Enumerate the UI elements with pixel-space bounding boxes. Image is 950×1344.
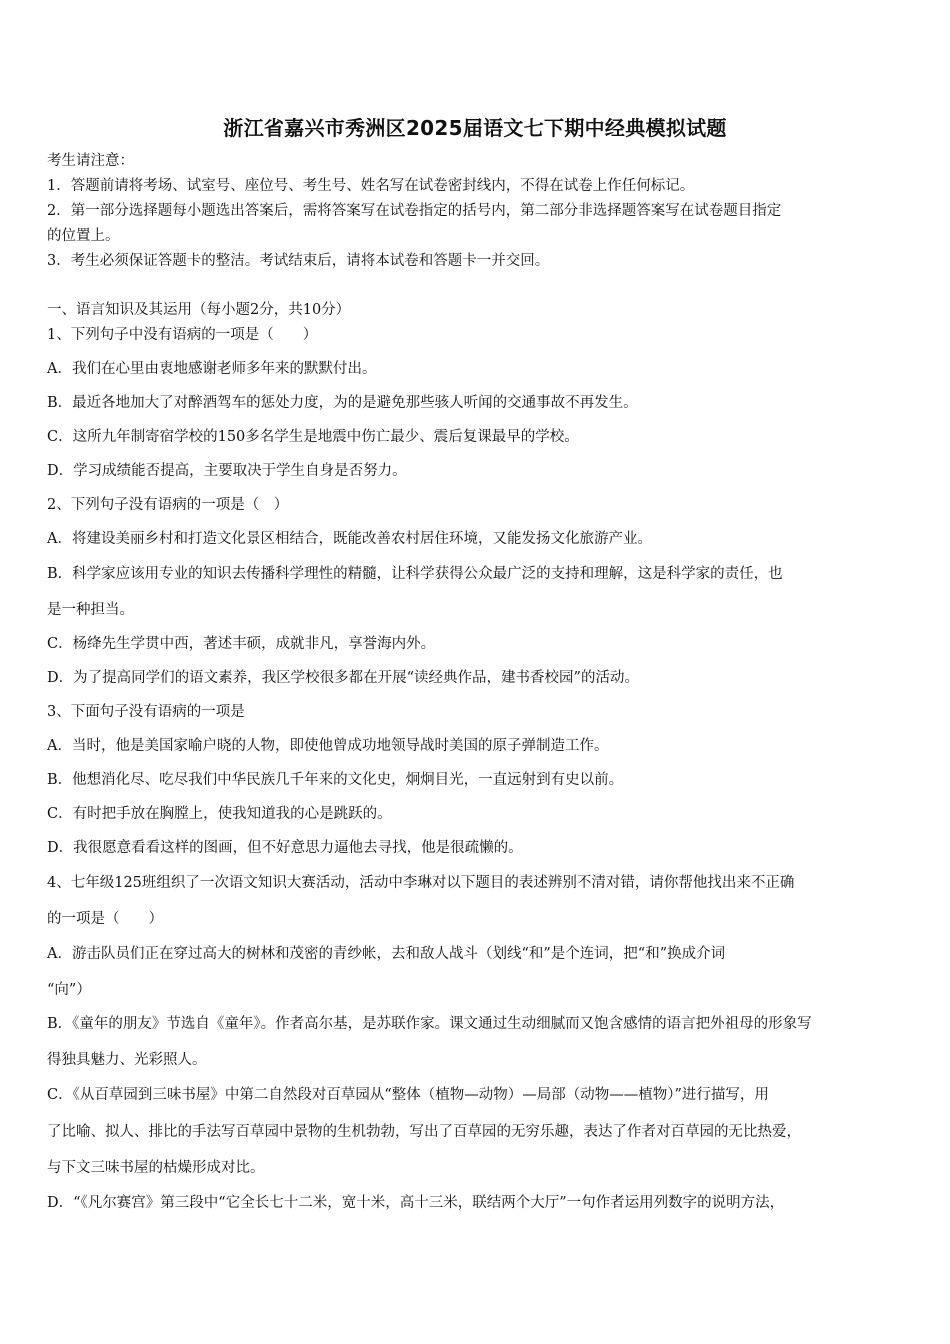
q2-option-d: D．为了提高同学们的语文素养，我区学校很多都在开展“读经典作品，建书香校园”的活动。 [47,670,639,686]
q4-stem: 4、七年级125班组织了一次语文知识大赛活动，活动中李琳对以下题目的表述辨别不清对错，请你帮他找出来不正确 [47,875,795,891]
q2-option-a: A．将建设美丽乡村和打造文化景区相结合，既能改善农村居住环境，又能发扬文化旅游产业。 [47,531,652,547]
notice-item-2: 2．第一部分选择题每小题选出答案后，需将答案写在试卷指定的括号内，第二部分非选择题答案写在试卷题目指定 [47,203,782,219]
q3-option-c: C．有时把手放在胸膛上，使我知道我的心是跳跃的。 [47,806,392,822]
q3-option-d: D．我很愿意看看这样的图画，但不好意思力逼他去寻找，他是很疏懒的。 [47,840,523,856]
notice-heading: 考生请注意： [47,153,134,169]
q4-option-a: A．游击队员们正在穿过高大的树林和茂密的青纱帐，去和敌人战斗（划线“和”是个连词，把“和”换成介词 [47,946,726,962]
section-heading: 一、语言知识及其运用（每小题2分，共10分） [47,302,351,318]
page-title: 浙江省嘉兴市秀洲区2025届语文七下期中经典模拟试题 [223,116,727,140]
q2-stem: 2、下列句子没有语病的一项是（ ） [47,497,289,513]
q4-option-d: D．“《凡尔赛宫》第三段中“它全长七十二米，宽十米，高十三米，联结两个大厅”一句作者运用列数字的说明方法， [47,1195,785,1211]
q4-option-b-cont: 得独具魅力、光彩照人。 [47,1052,207,1068]
q4-option-c-cont-2: 与下文三味书屋的枯燥形成对比。 [47,1160,265,1176]
notice-item-2-cont: 的位置上。 [47,228,120,244]
q4-option-c: C．《从百草园到三味书屋》中第二自然段对百草园从“整体（植物—动物）—局部（动物——植物）”进行描写，用 [47,1087,769,1103]
q4-stem-cont: 的一项是（ ） [47,911,163,927]
q1-option-a: A．我们在心里由衷地感谢老师多年来的默默付出。 [47,361,377,377]
q3-stem: 3、下面句子没有语病的一项是 [47,704,245,720]
notice-item-1: 1．答题前请将考场、试室号、座位号、考生号、姓名写在试卷密封线内，不得在试卷上作任何标记。 [47,178,695,194]
q1-option-c: C．这所九年制寄宿学校的150多名学生是地震中伤亡最少、震后复课最早的学校。 [47,429,579,445]
q2-option-b: B．科学家应该用专业的知识去传播科学理性的精髓，让科学获得公众最广泛的支持和理解，这是科学家的责任，也 [47,566,783,582]
q2-option-b-cont: 是一种担当。 [47,602,134,618]
q4-option-c-cont-1: 了比喻、拟人、排比的手法写百草园中景物的生机勃勃，写出了百草园的无穷乐趣，表达了作者对百草园的无比热爱， [47,1124,801,1140]
q4-option-b: B．《童年的朋友》节选自《童年》。作者高尔基，是苏联作家。课文通过生动细腻而又饱含感情的语言把外祖母的形象写 [47,1016,812,1032]
q1-stem: 1、下列句子中没有语病的一项是（ ） [47,327,318,343]
q3-option-b: B．他想消化尽、吃尽我们中华民族几千年来的文化史，炯炯目光，一直远射到有史以前。 [47,772,624,788]
q3-option-a: A．当时，他是美国家喻户晓的人物，即使他曾成功地领导战时美国的原子弹制造工作。 [47,738,609,754]
q4-option-a-cont: “向”） [47,982,91,998]
q1-option-d: D．学习成绩能否提高，主要取决于学生自身是否努力。 [47,463,407,479]
q2-option-c: C．杨绛先生学贯中西，著述丰硕，成就非凡，享誉海内外。 [47,636,436,652]
q1-option-b: B．最近各地加大了对醉酒驾车的惩处力度，为的是避免那些骇人听闻的交通事故不再发生。 [47,395,638,411]
notice-item-3: 3．考生必须保证答题卡的整洁。考试结束后，请将本试卷和答题卡一并交回。 [47,253,550,269]
